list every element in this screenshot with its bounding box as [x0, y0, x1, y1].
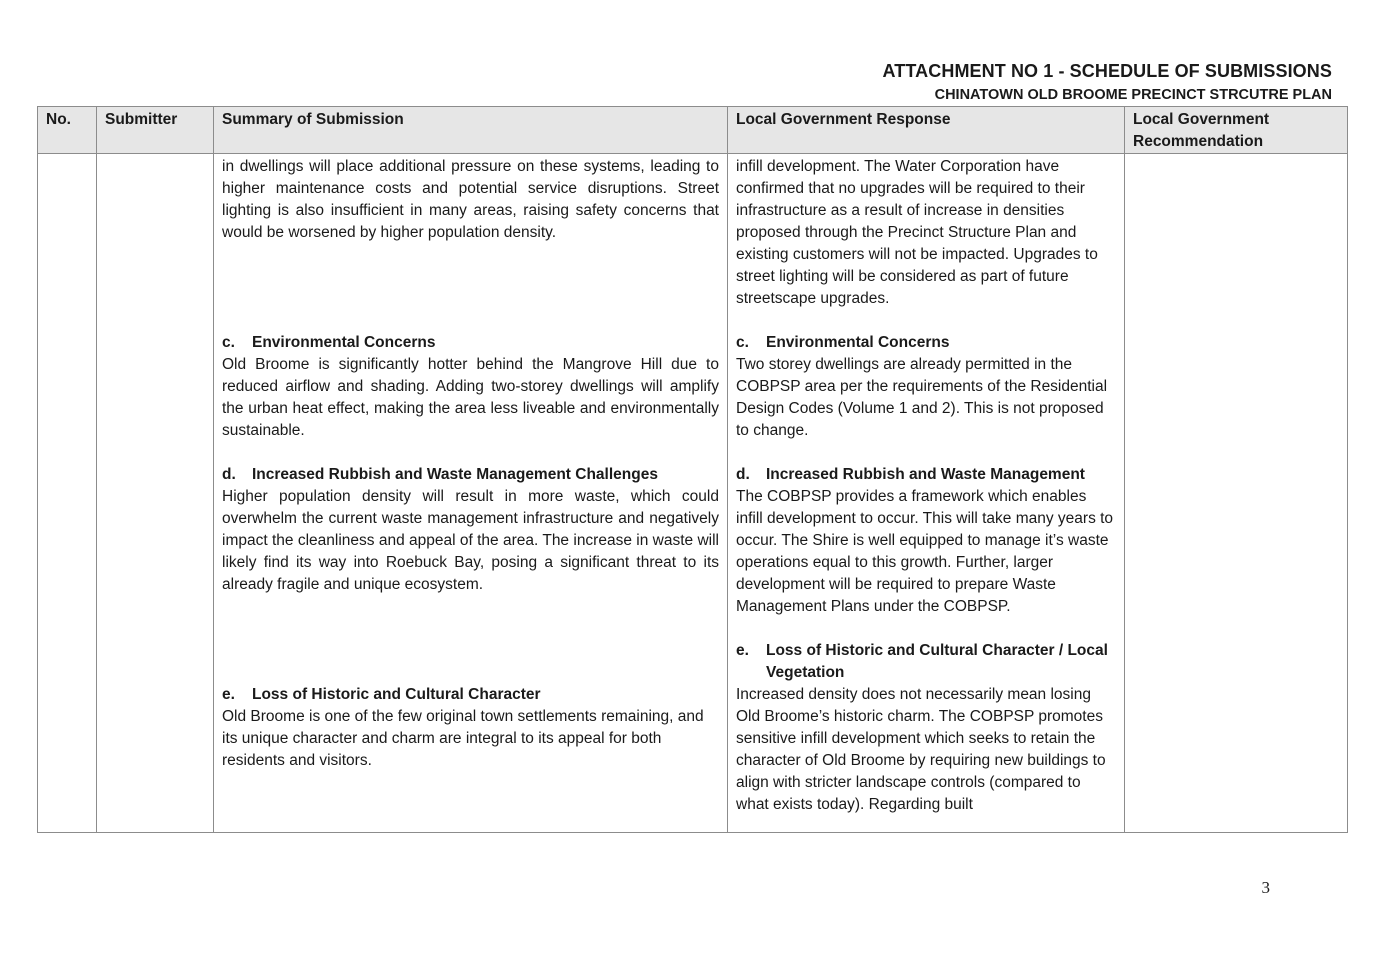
summary-heading-e	[222, 684, 719, 706]
column-header-submitter: Submitter	[97, 107, 214, 154]
response-text-d: The COBPSP provides a framework which enables infill development to occur. This will take many years to occur. The Shire is well equipped to manage it’s waste operations equal to this growth. Further, larger development will be required to prepare Waste Management Plans under the COBPSP.	[736, 488, 1114, 615]
plan-subtitle: CHINATOWN OLD BROOME PRECINCT STRCUTRE PLAN	[934, 87, 1332, 103]
response-content	[736, 156, 1116, 831]
cell-submitter	[97, 154, 214, 833]
cell-number	[38, 154, 97, 833]
response-heading-c-letter: c.	[736, 334, 749, 351]
submissions-table	[37, 106, 1348, 833]
cell-summary	[214, 154, 728, 833]
cell-recommendation-text	[1133, 156, 1339, 831]
response-heading-d	[736, 464, 1116, 486]
summary-intro: in dwellings will place additional pressure on these systems, leading to higher maintenance costs and potential service disruptions. Street lighting is also insufficient in many areas, raising safety concerns that would be worsened by higher population density.	[222, 158, 719, 241]
summary-heading-c-text: Environmental Concerns	[252, 334, 436, 351]
table-header-row	[38, 107, 1348, 154]
column-header-recommendation: Local Government Recommendation	[1125, 107, 1348, 154]
column-header-no: No.	[38, 107, 97, 154]
summary-heading-d-letter: d.	[222, 466, 236, 483]
page-number: 3	[1261, 878, 1270, 897]
summary-text-d: Higher population density will result in more waste, which could overwhelm the current waste management infrastructure and negatively impact the cleanliness and appeal of the area. The increase in waste will likely find its way into Roebuck Bay, posing a significant threat to its already fragile and unique ecosystem.	[222, 488, 719, 593]
response-heading-e-text: Loss of Historic and Cultural Character / Local Vegetation	[766, 642, 1108, 681]
summary-heading-d	[222, 464, 719, 486]
summary-text-e: Old Broome is one of the few original town settlements remaining, and its unique character and charm are integral to its appeal for both residents and visitors.	[222, 708, 704, 769]
summary-content	[222, 156, 719, 831]
response-heading-c-text: Environmental Concerns	[766, 334, 950, 351]
response-heading-e	[736, 640, 1116, 684]
response-heading-c	[736, 332, 1116, 354]
column-header-response: Local Government Response	[728, 107, 1125, 154]
summary-heading-d-text: Increased Rubbish and Waste Management Challenges	[252, 466, 658, 483]
response-heading-e-letter: e.	[736, 642, 749, 659]
summary-text-c: Old Broome is significantly hotter behind the Mangrove Hill due to reduced airflow and shading. Adding two-storey dwellings will amplify the urban heat effect, making the area less liveable and environmentally sustainable.	[222, 356, 719, 439]
summary-heading-c-letter: c.	[222, 334, 235, 351]
cell-submitter-text	[105, 156, 205, 831]
response-text-c: Two storey dwellings are already permitted in the COBPSP area per the requirements of the Residential Design Codes (Volume 1 and 2). This is not proposed to change.	[736, 356, 1108, 439]
cell-number-text	[46, 156, 88, 831]
cell-recommendation	[1125, 154, 1348, 833]
summary-heading-c	[222, 332, 719, 354]
response-heading-d-text: Increased Rubbish and Waste Management	[766, 466, 1085, 483]
column-header-summary: Summary of Submission	[214, 107, 728, 154]
attachment-title: ATTACHMENT NO 1 - SCHEDULE OF SUBMISSIONS	[882, 61, 1332, 81]
cell-response	[728, 154, 1125, 833]
summary-heading-e-letter: e.	[222, 686, 235, 703]
summary-heading-e-text: Loss of Historic and Cultural Character	[252, 686, 541, 703]
response-text-e: Increased density does not necessarily mean losing Old Broome’s historic charm. The COBPSP promotes sensitive infill development which seeks to retain the character of Old Broome by requiring new buildings to align with stricter landscape controls (compared to what exists today). Regarding built	[736, 686, 1106, 813]
response-intro: infill development. The Water Corporation have confirmed that no upgrades will be required to their infrastructure as a result of increase in densities proposed through the Precinct Structure Plan and existing customers will not be impacted. Upgrades to street lighting will be considered as part of future streetscape upgrades.	[736, 158, 1098, 307]
table-row	[38, 154, 1348, 833]
response-heading-d-letter: d.	[736, 466, 750, 483]
